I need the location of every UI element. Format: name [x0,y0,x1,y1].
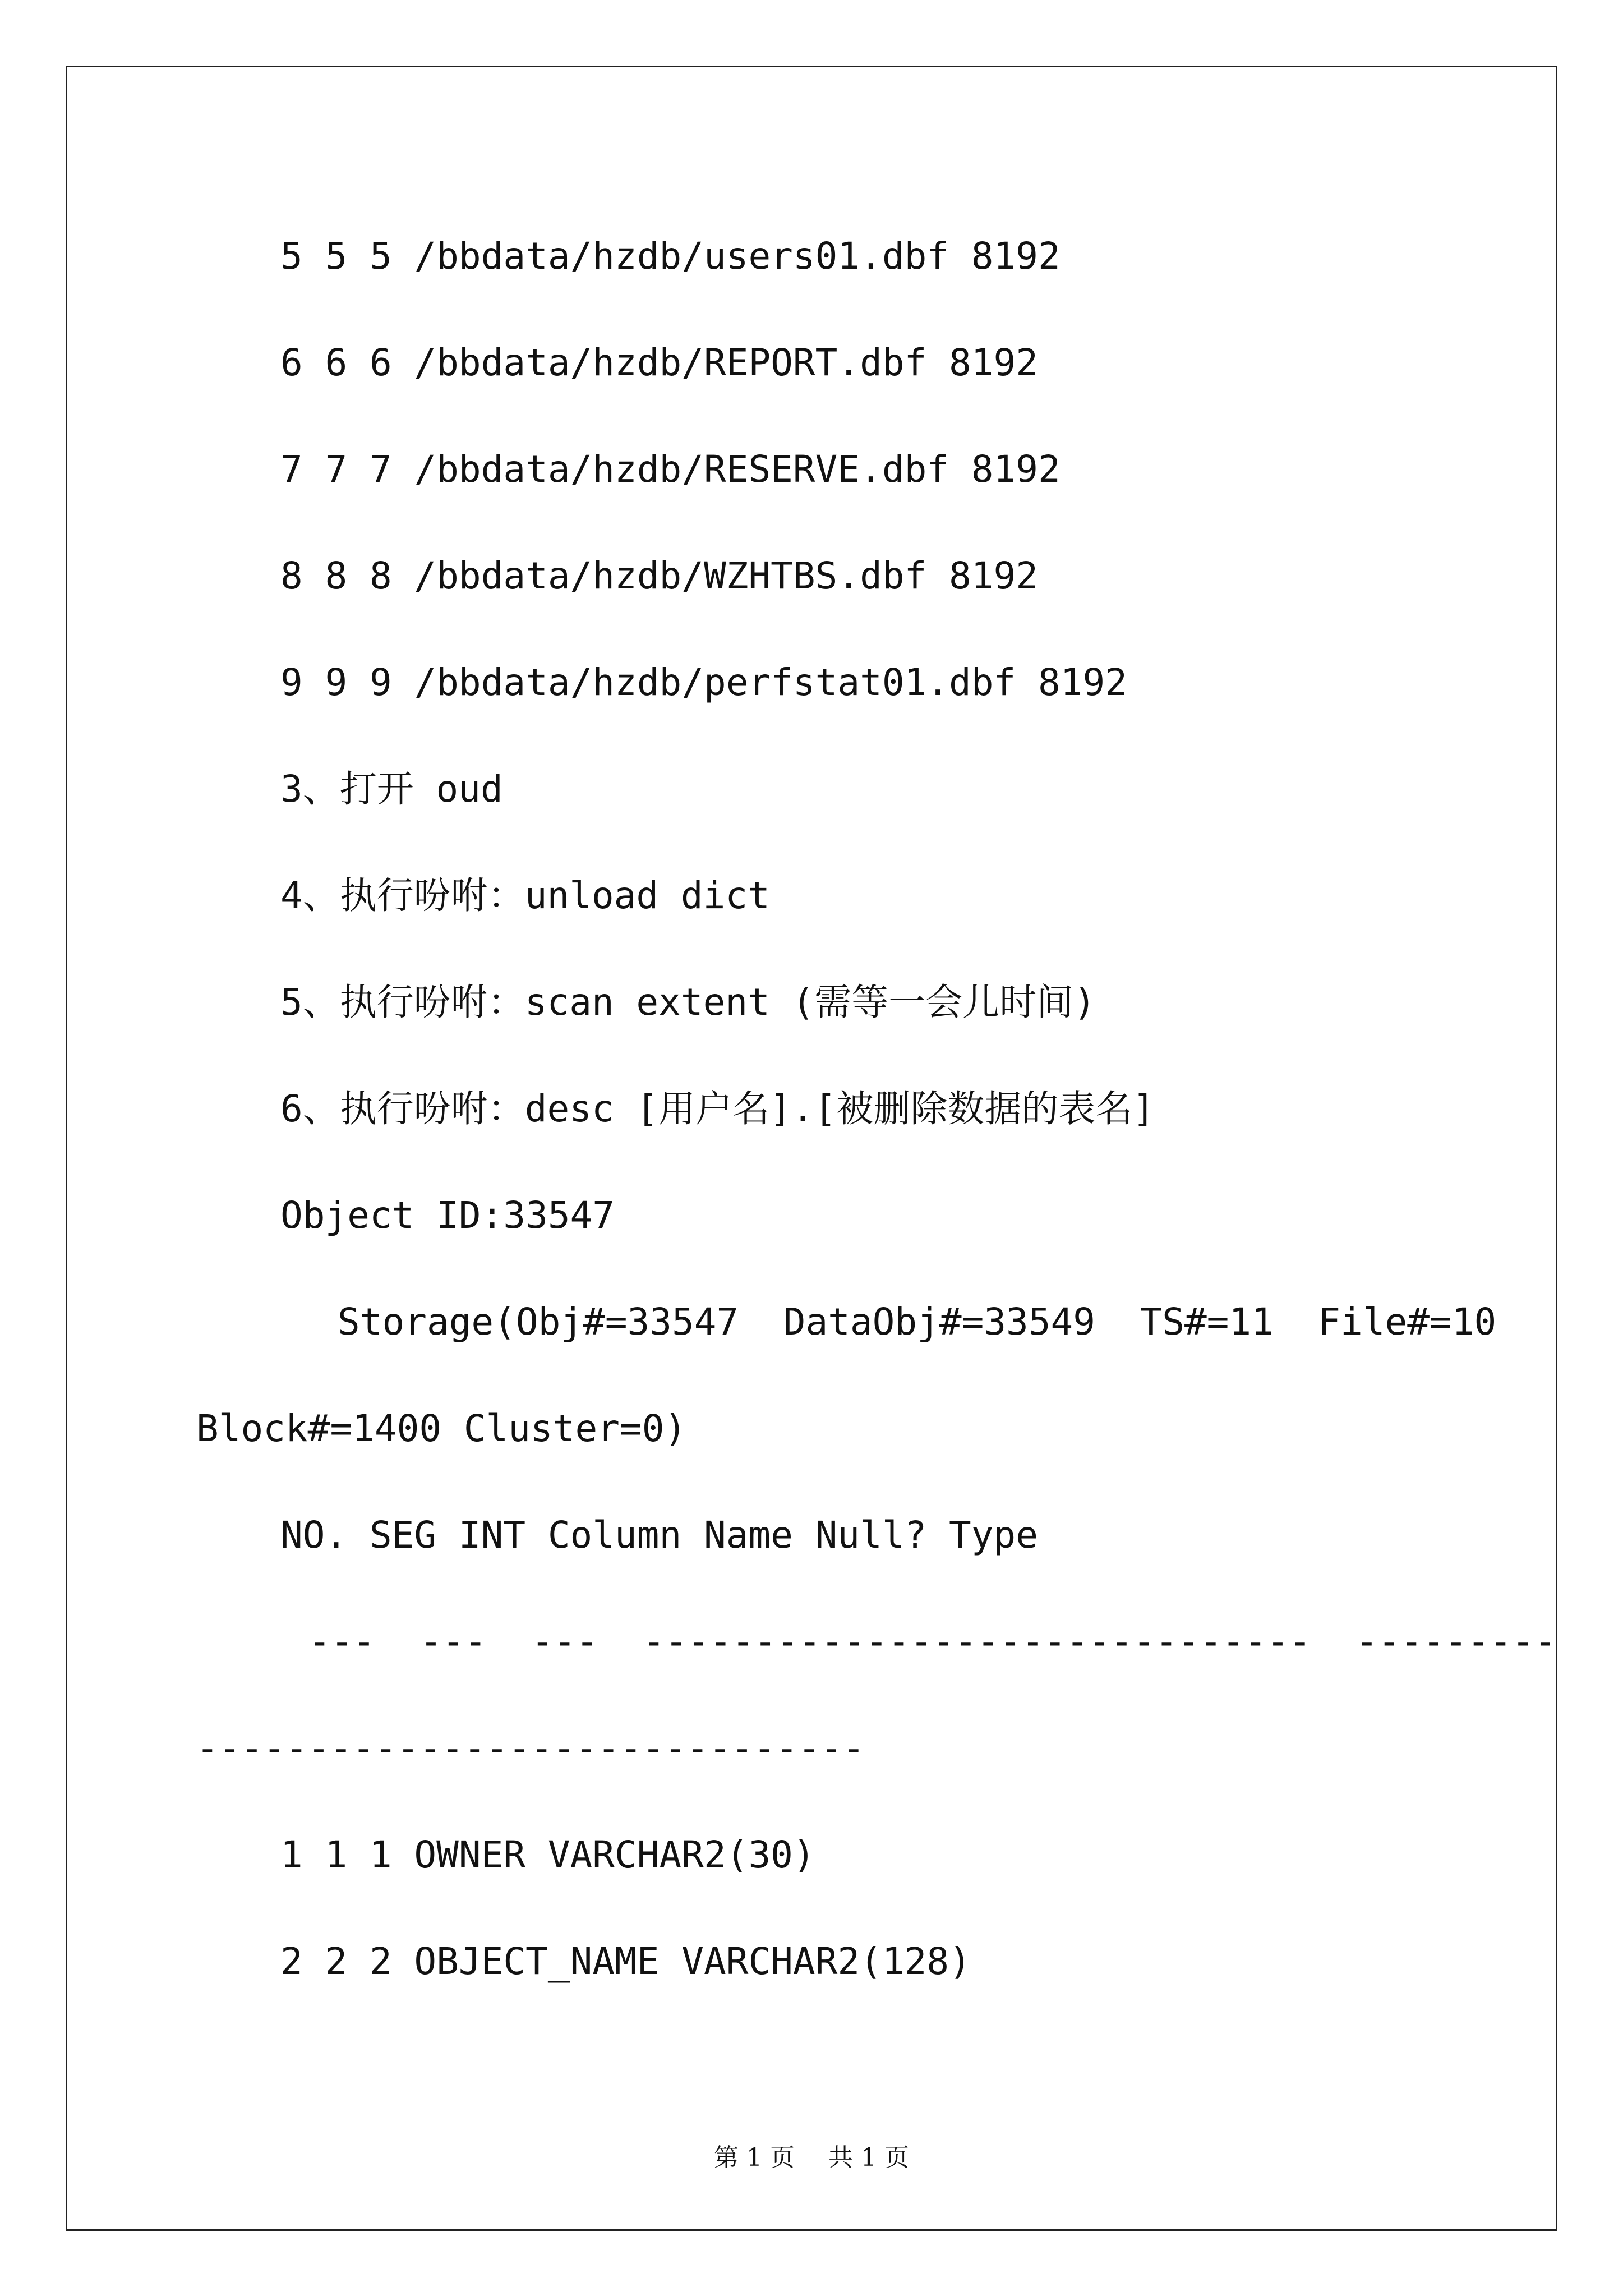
document-body [66,66,1557,2231]
separator-line-cont: ------------------------------ [196,1727,865,1770]
page-number: 第 1 页 [714,2143,795,2172]
datafile-line-9: 9 9 9 /bbdata/hzdb/perfstat01.dbf 8192 [280,661,1127,704]
datafile-line-5: 5 5 5 /bbdata/hzdb/users01.dbf 8192 [280,234,1061,278]
storage-line: Storage(Obj#=33547 DataObj#=33549 TS#=11 File#=10 [338,1300,1497,1343]
step-3: 3、打开 oud [280,767,503,811]
column-header-line: NO. SEG INT Column Name Null? Type [280,1513,1039,1557]
storage-line-cont: Block#=1400 Cluster=0) [196,1407,687,1450]
page-footer [66,2141,1557,2175]
column-row-1: 1 1 1 OWNER VARCHAR2(30) [280,1833,815,1876]
separator-line: --- --- --- ------------------------------ --------- [308,1620,1557,1663]
object-id-line: Object ID:33547 [280,1194,615,1237]
step-4: 4、执行吩咐：unload dict [280,874,770,917]
step-6: 6、执行吩咐：desc [用户名].[被删除数据的表名] [280,1087,1155,1130]
step-5: 5、执行吩咐：scan extent (需等一会儿时间) [280,981,1096,1024]
datafile-line-7: 7 7 7 /bbdata/hzdb/RESERVE.dbf 8192 [280,448,1061,491]
page-total: 共 1 页 [828,2143,909,2172]
datafile-line-6: 6 6 6 /bbdata/hzdb/REPORT.dbf 8192 [280,341,1039,384]
column-row-2: 2 2 2 OBJECT_NAME VARCHAR2(128) [280,1940,971,1983]
datafile-line-8: 8 8 8 /bbdata/hzdb/WZHTBS.dbf 8192 [280,554,1039,597]
